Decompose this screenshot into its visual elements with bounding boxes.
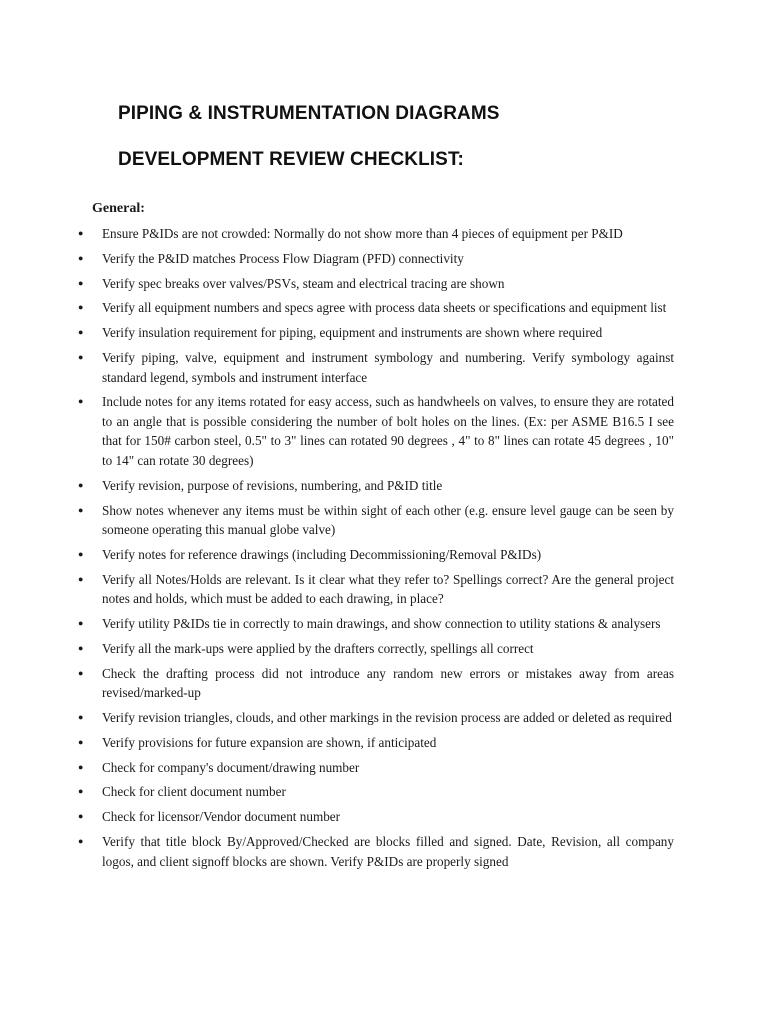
bullet-icon: ●	[78, 736, 84, 747]
list-item	[78, 298, 674, 318]
list-item	[78, 807, 674, 827]
bullet-icon: ●	[78, 504, 84, 515]
list-item-text: Verify all Notes/Holds are relevant. Is it clear what they refer to? Spellings correct? Are the general project notes and holds, which must be added to each drawing, in place?	[102, 571, 674, 607]
list-item	[78, 708, 674, 728]
list-item	[78, 782, 674, 802]
list-item	[78, 832, 674, 871]
list-item-text: Verify piping, valve, equipment and instrument symbology and numbering. Verify symbology against standard legend, symbols and instrument interface	[102, 349, 674, 385]
list-item	[78, 274, 674, 294]
list-item	[78, 224, 674, 244]
list-item	[78, 733, 674, 753]
bullet-icon: ●	[78, 327, 84, 338]
list-item-text: Verify all the mark-ups were applied by the drafters correctly, spellings all correct	[102, 640, 534, 656]
list-item	[78, 249, 674, 269]
list-item	[78, 639, 674, 659]
list-item	[78, 323, 674, 343]
bullet-icon: ●	[78, 667, 84, 678]
list-item	[78, 758, 674, 778]
list-item-text: Verify insulation requirement for piping, equipment and instruments are shown where required	[102, 325, 603, 341]
list-item-text: Check for client document number	[102, 784, 286, 800]
list-item-text: Verify revision, purpose of revisions, numbering, and P&ID title	[102, 477, 443, 493]
list-item	[78, 392, 674, 470]
list-item	[78, 664, 674, 703]
bullet-icon: ●	[78, 302, 84, 313]
bullet-icon: ●	[78, 549, 84, 559]
list-item-text: Verify utility P&IDs tie in correctly to main drawings, and show connection to utility stations & analysers	[102, 616, 661, 632]
bullet-icon: ●	[78, 618, 84, 629]
list-item	[78, 570, 674, 609]
bullet-icon: ●	[78, 252, 84, 263]
list-item-text: Verify the P&ID matches Process Flow Diagram (PFD) connectivity	[102, 250, 464, 266]
bullet-icon: ●	[78, 396, 84, 407]
document-title-line-1: PIPING & INSTRUMENTATION DIAGRAMS	[118, 103, 500, 124]
bullet-icon: ●	[78, 351, 84, 362]
list-item-text: Show notes whenever any items must be within sight of each other (e.g. ensure level gauge can be seen by someone operating this manual globe valve)	[102, 502, 674, 538]
bullet-icon: ●	[78, 228, 84, 238]
checklist	[78, 224, 674, 876]
list-item	[78, 348, 674, 387]
list-item-text: Verify notes for reference drawings (including Decommissioning/Removal P&IDs)	[102, 547, 542, 562]
list-item-text: Verify that title block By/Approved/Checked are blocks filled and signed. Date, Revision, all company logos, and client signoff blocks are shown. Verify P&IDs are properly signed	[102, 834, 674, 869]
list-item-text: Verify all equipment numbers and specs agree with process data sheets or specifications and equipment list	[102, 300, 667, 316]
bullet-icon: ●	[78, 642, 84, 653]
list-item-text: Check for company's document/drawing number	[102, 759, 360, 775]
list-item-text: Check the drafting process did not introduce any random new errors or mistakes away from areas revised/marked-up	[102, 665, 674, 701]
list-item-text: Verify spec breaks over valves/PSVs, steam and electrical tracing are shown	[102, 275, 505, 291]
list-item	[78, 545, 674, 565]
list-item-text: Include notes for any items rotated for easy access, such as handwheels on valves, to ensure they are rotated to an angle that is possible considering the number of bolt holes on the lines. (Ex: per ASME B16.5 I see that for 150# carbon steel, 0.5" to 3" lines can rotated 90 degrees , 4" to 8" lines can rotate 45 degrees , 10" to 14" can rotate 30 degrees)	[102, 394, 674, 469]
bullet-icon: ●	[78, 761, 84, 772]
list-item-text: Check for licensor/Vendor document number	[102, 809, 341, 825]
list-item	[78, 614, 674, 634]
list-item	[78, 476, 674, 496]
bullet-icon: ●	[78, 573, 84, 584]
bullet-icon: ●	[78, 811, 84, 822]
list-item-text: Ensure P&IDs are not crowded: Normally do not show more than 4 pieces of equipment per P&ID	[102, 226, 623, 241]
bullet-icon: ●	[78, 836, 84, 846]
list-item-text: Verify revision triangles, clouds, and other markings in the revision process are added or deleted as required	[102, 710, 672, 726]
bullet-icon: ●	[78, 712, 84, 723]
list-item-text: Verify provisions for future expansion are shown, if anticipated	[102, 734, 437, 750]
section-heading-general: General:	[92, 201, 145, 216]
list-item	[78, 501, 674, 540]
bullet-icon: ●	[78, 479, 84, 490]
bullet-icon: ●	[78, 786, 84, 797]
document-title-line-2: DEVELOPMENT REVIEW CHECKLIST:	[118, 149, 464, 170]
bullet-icon: ●	[78, 277, 84, 288]
